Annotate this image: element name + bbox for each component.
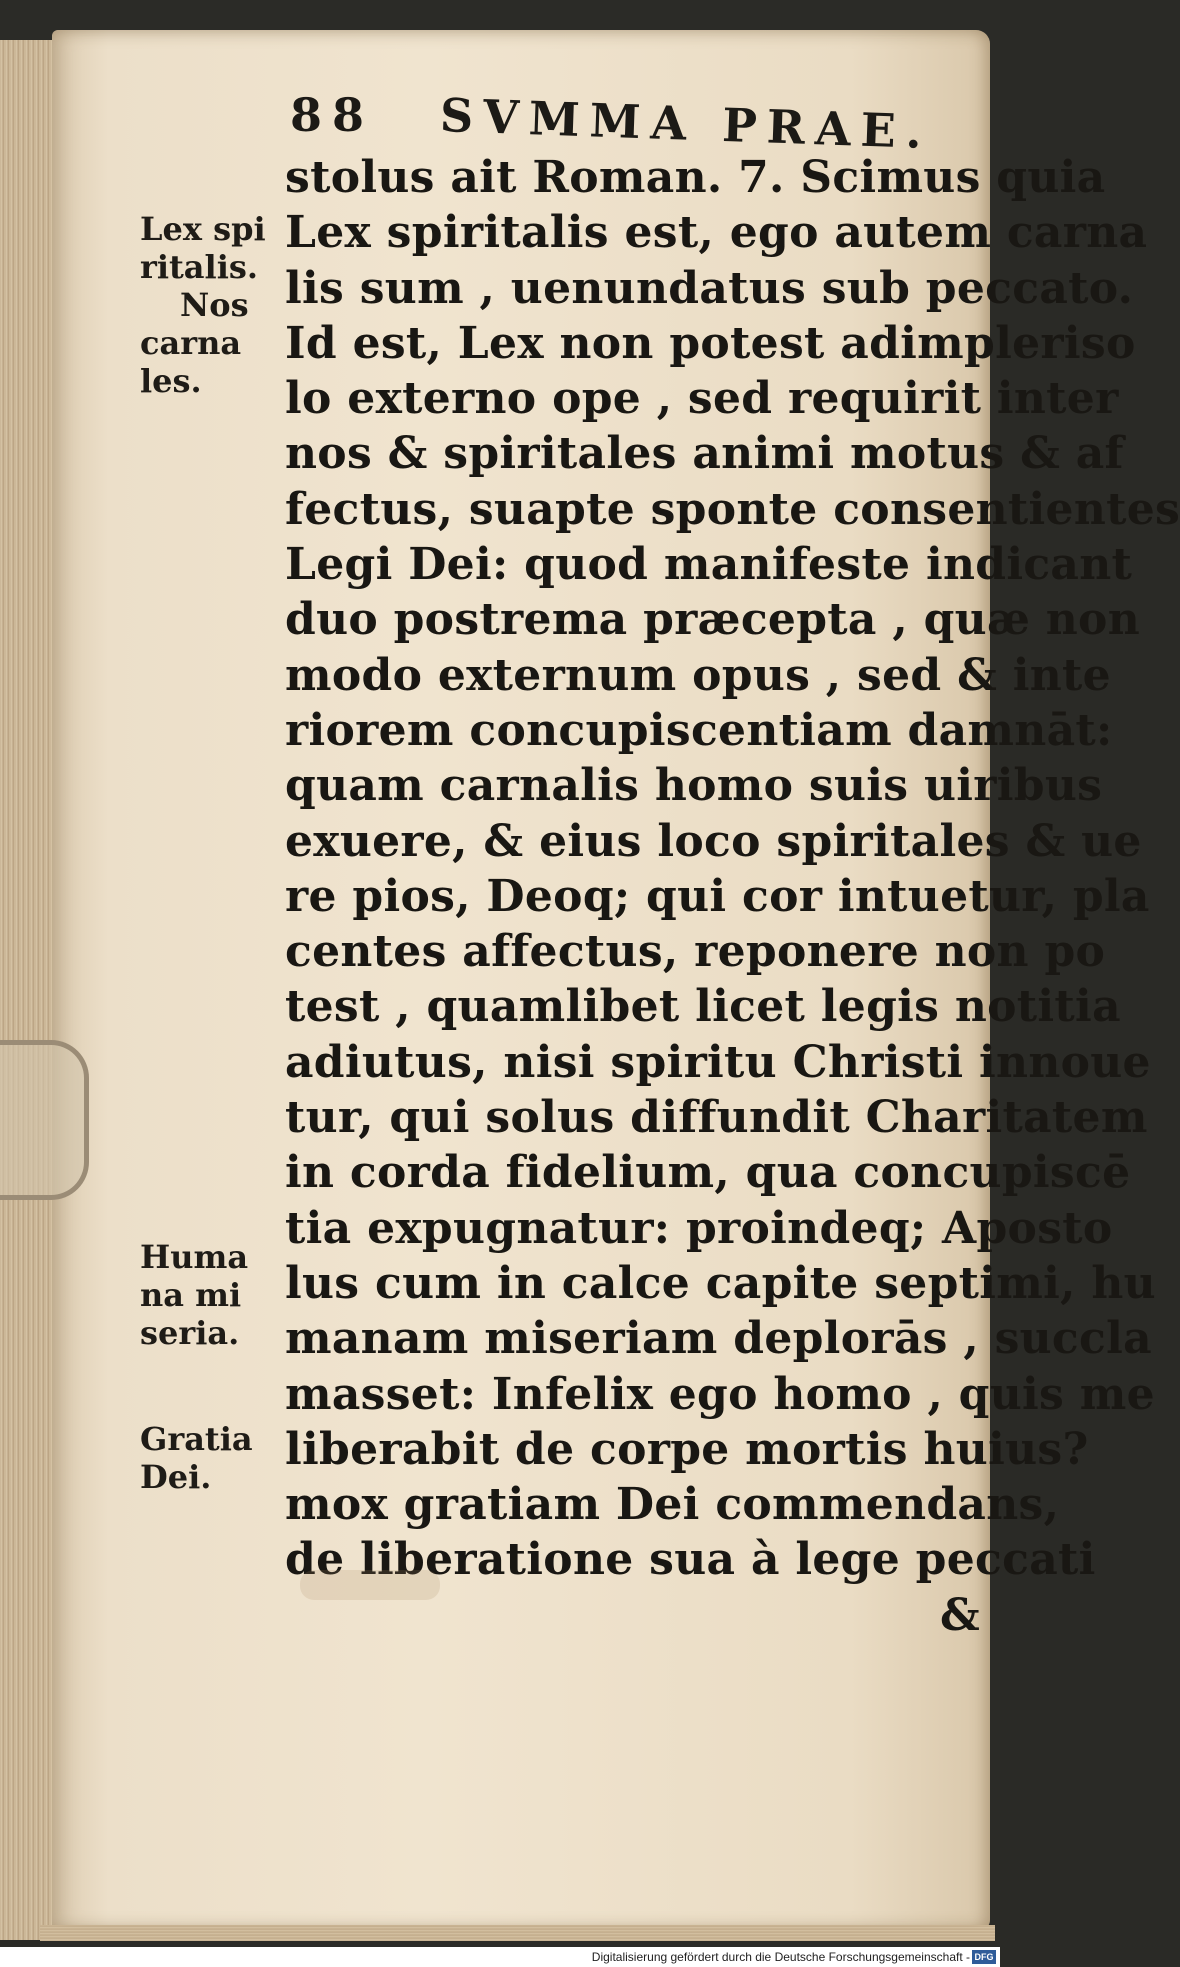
text-line: test , quamlibet licet legis notitia — [285, 981, 1121, 1033]
page-number: 88 — [290, 88, 375, 142]
margin-note-line: Lex spi — [140, 210, 266, 248]
text-line: lus cum in calce capite septimi, hu — [285, 1257, 1156, 1309]
page-header — [290, 88, 990, 160]
margin-note-line: Huma — [140, 1238, 249, 1276]
text-line: Lex spiritalis est, ego autem carna — [285, 207, 1148, 259]
text-line: stolus ait Roman. 7. Scimus quia — [285, 152, 1106, 203]
show-through-smudge — [300, 1570, 440, 1600]
text-line: lis sum , uenundatus sub peccato. — [285, 262, 1134, 314]
margin-note-line: ritalis. — [140, 248, 258, 286]
margin-note-line: Dei. — [140, 1458, 212, 1496]
book-bottom-edge — [40, 1925, 995, 1941]
text-line: nos & spiritales animi motus & af — [285, 428, 1124, 480]
text-line: masset: Infelix ego homo , quis me — [285, 1368, 1155, 1420]
text-line: tur, qui solus diffundit Charitatem — [285, 1092, 1148, 1144]
margin-note-line: Nos — [180, 286, 249, 324]
digitization-credit: Digitalisierung gefördert durch die Deutsche Forschungsgemeinschaft - — [591, 1950, 970, 1964]
text-line: mox gratiam Dei commendans, — [285, 1479, 1060, 1531]
text-line: duo postrema præcepta , quæ non — [285, 594, 1140, 646]
text-line: quam carnalis homo suis uiribus — [285, 760, 1103, 812]
text-line: riorem concupiscentiam damnāt: — [285, 704, 1113, 756]
margin-note-lex-spiritalis — [140, 210, 285, 400]
body-text — [285, 150, 1180, 1588]
margin-note-line: na mi — [140, 1276, 242, 1314]
text-line: adiutus, nisi spiritu Christi innoue — [285, 1036, 1151, 1088]
text-line: tia expugnatur: proindeq; Aposto — [285, 1202, 1113, 1254]
dfg-logo-icon: DFG — [972, 1950, 996, 1964]
text-line: liberabit de corpe mortis huius? — [285, 1423, 1089, 1475]
text-line: manam miseriam deplorās , succla — [285, 1313, 1152, 1365]
book-fore-edge — [0, 40, 60, 1940]
text-line: Id est, Lex non potest adimpleriso — [285, 317, 1136, 369]
text-line: fectus, suapte sponte consentientes — [285, 483, 1180, 535]
catchword: & — [940, 1590, 980, 1641]
text-line: Legi Dei: quod manifeste indicant — [285, 539, 1133, 591]
text-line: centes affectus, reponere non po — [285, 926, 1106, 978]
margin-note-line: seria. — [140, 1314, 240, 1352]
margin-note-line: Gratia — [140, 1420, 253, 1458]
margin-note-gratia-dei — [140, 1420, 285, 1496]
running-title: SVMMA PRAE. — [439, 88, 933, 160]
book-clasp — [0, 1040, 89, 1200]
text-line: re pios, Deoq; qui cor intuetur, pla — [285, 870, 1150, 922]
text-line: modo externum opus , sed & inte — [285, 649, 1111, 701]
text-line: in corda fidelium, qua concupiscē — [285, 1147, 1131, 1199]
text-line: exuere, & eius loco spiritales & ue — [285, 815, 1142, 867]
text-line: de liberatione sua à lege peccati — [285, 1534, 1096, 1586]
margin-note-humana-miseria — [140, 1238, 285, 1352]
margin-note-line: les. — [140, 362, 202, 400]
margin-note-line: carna — [140, 324, 242, 362]
text-line: lo externo ope , sed requirit inter — [285, 373, 1119, 425]
